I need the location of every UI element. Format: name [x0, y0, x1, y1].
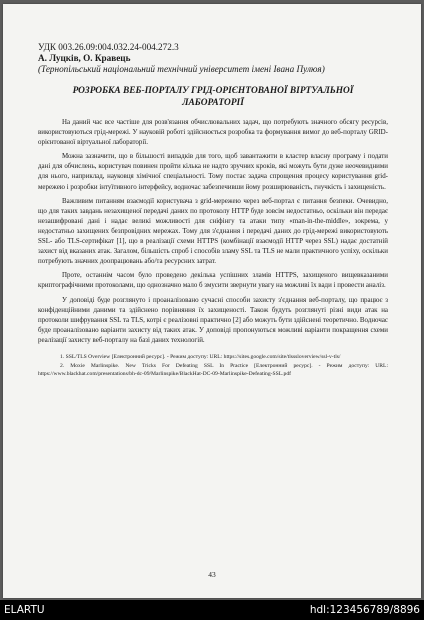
handle-identifier: hdl:123456789/8896: [309, 604, 420, 616]
page-number: 43: [208, 570, 216, 579]
document-page: [3, 4, 421, 598]
references-list: [38, 353, 388, 378]
authors: А. Луцків, О. Кравець: [38, 53, 131, 63]
paper-title: РОЗРОБКА ВЕБ-ПОРТАЛУ ГРІД-ОРІЄНТОВАНОЇ ВІРТУАЛЬНОЇ ЛАБОРАТОРІЇ: [72, 86, 354, 108]
udc-code: УДК 003.26.09:004.032.24-004.272.3: [38, 42, 179, 52]
page-content: [38, 42, 388, 379]
paragraph: Можна зазначити, що в більшості випадків для того, щоб завантажити в кластер власну програму і подати дані для обчислень, користувач повинен пройти кілька не надто зручних кроків, які можуть бути дуже неочевидними для нього, наприклад, науковця хімічної спеціальності. Тому постає задача спрощення процесу користування grid-мережею і розробки інтуїтивного інтерфейсу, водночас забезпечивши йому розширюваність, гнучкість і захищеність.: [38, 152, 388, 191]
repository-name: ELARTU: [4, 604, 45, 616]
paragraph: Важливим питанням взаємодії користувача з grid-мережею через веб-портал є питання безпеки. Очевидно, що для таких завдань незахищеної передачі даних по протоколу HTTP буде зовсім недостатньо, оскільки він передає незашифровані дані і надає великі можливості для сніфінгу та атаки типу «man-in-the-middle», зокрема, у недостатньо захищених безпровідних мережах. Тому для з'єднання і передачі даних до грід-мережі використовують SSL- або TLS-сертифікат [1], що в реалізації схеми HTTPS (комбінації взаємодії HTTP через SSL) надає достатній захист від вказаних атак. Загалом, більшість спроб і способів зламу SSL та TLS не мали практичного успіху, оскільки потребують значних доопрацювань або/та ресурсних затрат.: [38, 196, 388, 266]
paragraph: У доповіді буде розглянуто і проаналізовано сучасні способи захисту з'єднання веб-порталу, що працює з конфіденційними даними та здійснено порівняння їх захищеності. Також будуть розглянуті різні види атак на протоколи шифрування SSL та TLS, котрі є реалізовні практично [2] або можуть бути здійснені теоретично. Водночас буде проаналізовано варіанти захисту від таких атак. У доповіді пропонуються можливі варіанти покращення схеми реалізації захисту веб-порталу на базі даних технологій.: [38, 295, 388, 344]
affiliation: (Тернопільський національний технічний університет імені Івана Пулюя): [38, 64, 325, 74]
repository-footer-bar: [0, 600, 424, 620]
reference-item: 1. SSL/TLS Overview [Електронний ресурс]. - Режим доступу: URL: https://sites.google.com/site/tlsssloverview/ssl-v-tls/: [60, 353, 341, 360]
paragraph: На даний час все частіше для розв'язання обчислювальних задач, що потребують значного обсягу ресурсів, використовуються грід-мережі. У науковій роботі здійснюється розробка та формування вимог до веб-порталу GRID-орієнтованої віртуальної лабораторії.: [38, 118, 388, 147]
paragraph: Проте, останнім часом було проведено декілька успішних зламів HTTPS, захищеного вищевказаними криптографічними протоколами, що однозначно мало б змусити звернути увагу на можливі їх вади і провести аналіз.: [38, 271, 388, 290]
reference-item: 2. Moxie Marlinspike. New Tricks For Defeating SSL In Practice [Електронний ресурс]. - Режим доступу: URL: https://www.blackhat.com/presentations/bh-dc-09/Marlinspike/BlackHat-DC-09-Marlinspike-Defeating-SSL.pdf: [38, 362, 388, 377]
